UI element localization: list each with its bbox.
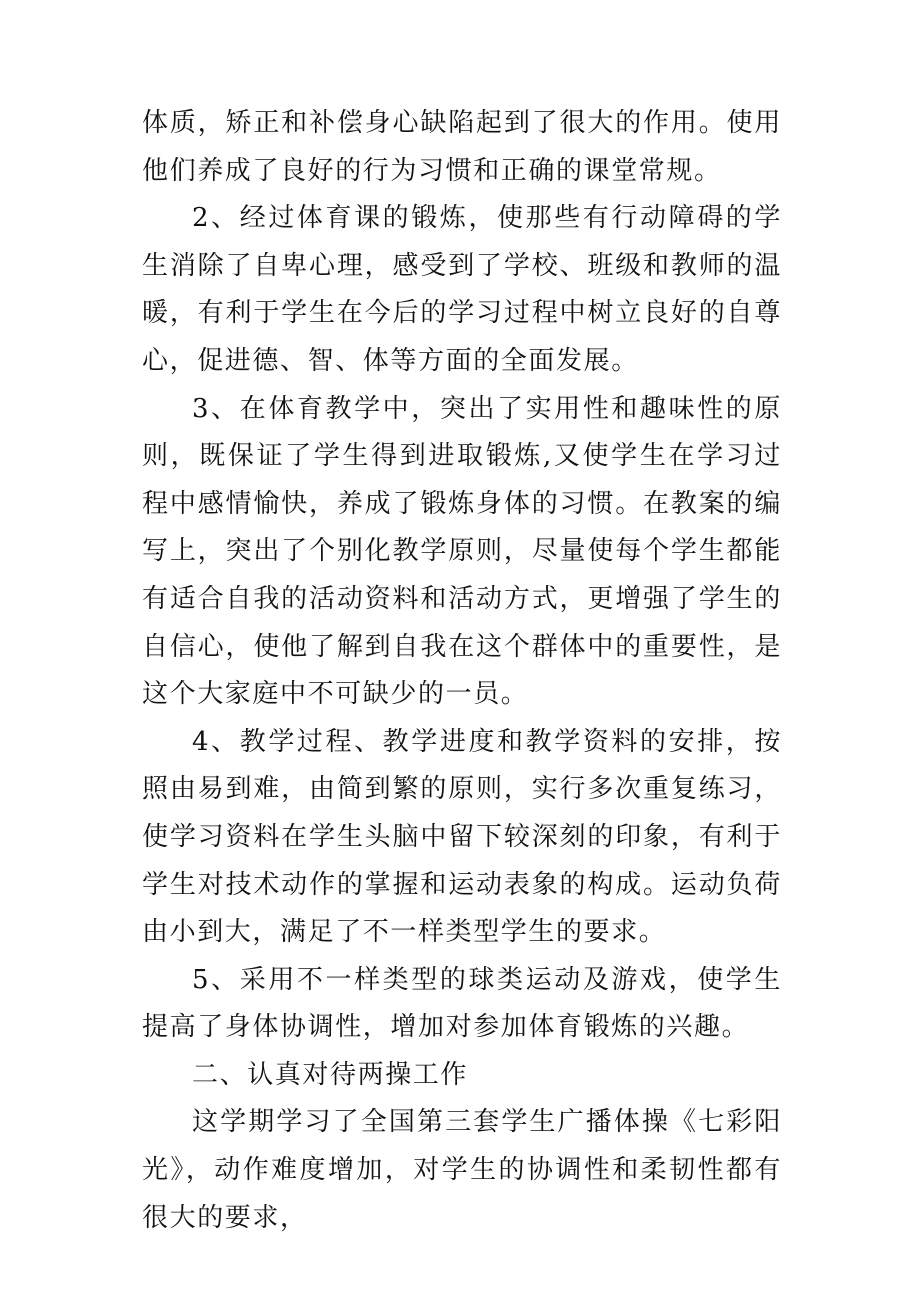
section-heading: 二、认真对待两操工作 [192, 1059, 469, 1090]
paragraph-continuation: 体质，矫正和补偿身心缺陷起到了很大的作用。使用他们养成了良好的行为习惯和正确的课堂常规。 [142, 108, 782, 186]
paragraph-item-3: 3、在体育教学中，突出了实用性和趣味性的原则，既保证了学生得到进取锻炼,又使学生在学习过程中感情愉快，养成了锻炼身体的习惯。在教案的编写上，突出了个别化教学原则，尽量使每个学生都能有适合自我的活动资料和活动方式，更增强了学生的自信心，使他了解到自我在这个群体中的重要性，是这个大家庭中不可缺少的一员。 [142, 393, 782, 710]
paragraph-broadcast-exercise: 这学期学习了全国第三套学生广播体操《七彩阳光》，动作难度增加，对学生的协调性和柔韧性都有很大的要求， [142, 1107, 782, 1233]
document-page [142, 100, 782, 1242]
paragraph-item-2: 2、经过体育课的锻炼，使那些有行动障碍的学生消除了自卑心理，感受到了学校、班级和教师的温暖，有利于学生在今后的学习过程中树立良好的自尊心，促进德、智、体等方面的全面发展。 [142, 203, 782, 376]
paragraph-item-5: 5、采用不一样类型的球类运动及游戏，使学生提高了身体协调性，增加对参加体育锻炼的兴趣。 [142, 964, 782, 1043]
paragraph-item-4: 4、教学过程、教学进度和教学资料的安排，按照由易到难，由简到繁的原则，实行多次重复练习，使学习资料在学生头脑中留下较深刻的印象，有利于学生对技术动作的掌握和运动表象的构成。运动负荷由小到大，满足了不一样类型学生的要求。 [142, 726, 782, 948]
